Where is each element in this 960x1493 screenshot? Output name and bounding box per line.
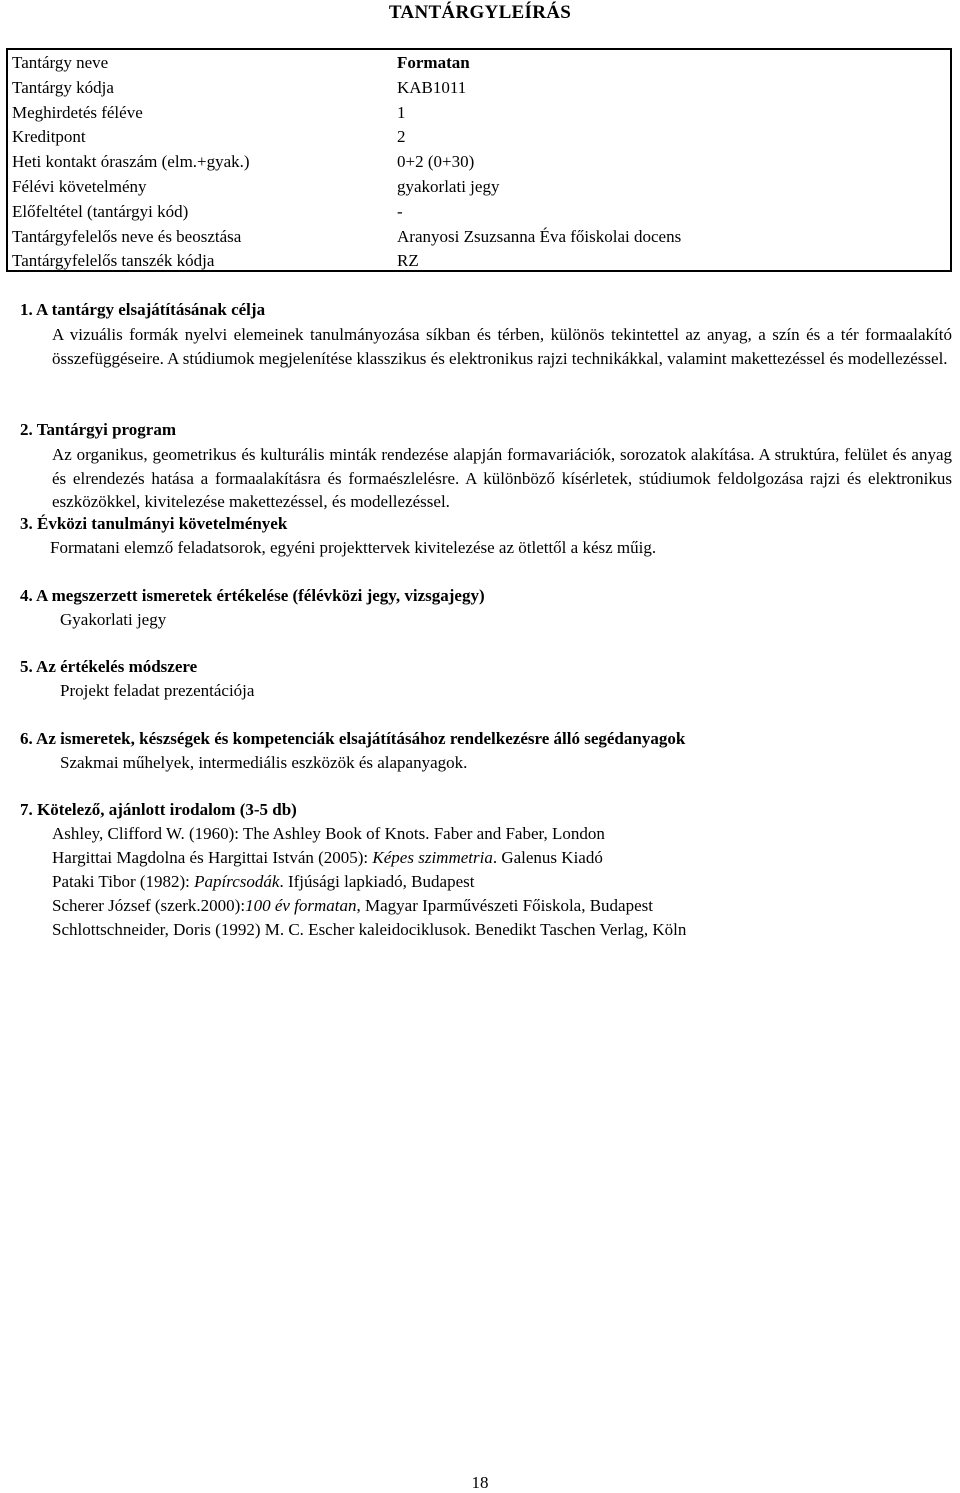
section-heading: 1. A tantárgy elsajátításának célja [20, 300, 266, 319]
section-heading: 4. A megszerzett ismeretek értékelése (félévközi jegy, vizsgajegy) [20, 586, 485, 605]
info-label: Félévi követelmény [12, 177, 147, 196]
section-text: Projekt feladat prezentációja [60, 681, 255, 700]
info-label: Kreditpont [12, 127, 86, 146]
info-value: 2 [397, 127, 406, 146]
document-title: TANTÁRGYLEÍRÁS [388, 2, 572, 23]
reference-item: Schlottschneider, Doris (1992) M. C. Escher kaleidociklusok. Benedikt Taschen Verlag, Köln [52, 920, 687, 939]
info-value: gyakorlati jegy [397, 177, 500, 196]
info-label: Tantárgy neve [12, 53, 109, 72]
info-label: Meghirdetés féléve [12, 103, 143, 122]
info-value: 0+2 (0+30) [397, 152, 475, 171]
info-value: 1 [397, 103, 406, 122]
info-value: KAB1011 [397, 78, 467, 97]
info-value: Aranyosi Zsuzsanna Éva főiskolai docens [397, 227, 682, 246]
info-value: RZ [397, 251, 419, 270]
page-number: 18 [471, 1473, 489, 1492]
section-heading: 7. Kötelező, ajánlott irodalom (3-5 db) [20, 800, 297, 819]
info-label: Tantárgyfelelős tanszék kódja [12, 251, 215, 270]
reference-item: Hargittai Magdolna és Hargittai István (2005): Képes szimmetria. Galenus Kiadó [52, 848, 603, 867]
section-heading: 6. Az ismeretek, készségek és kompetenciák elsajátításához rendelkezésre álló segédanyagok [20, 729, 686, 748]
section-text: Szakmai műhelyek, intermediális eszközök és alapanyagok. [60, 753, 468, 772]
section-heading: 5. Az értékelés módszere [20, 657, 198, 676]
info-label: Tantárgy kódja [12, 78, 114, 97]
section-text: Az organikus, geometrikus és kulturális minták rendezése alapján formavariációk, sorozatok alakítása. A struktúra, felület és anyag és elrendezés hatása a formaalakításra és formaészlelésre. A különböző kísérletek, stúdiumok feldolgozása rajzi és elektronikus eszközökkel, kivitelezése makettezéssel, és modellezéssel. [52, 445, 952, 511]
course-info-table [6, 48, 952, 272]
reference-item: Pataki Tibor (1982): Papírcsodák. Ifjúsági lapkiadó, Budapest [52, 872, 475, 891]
section-heading: 3. Évközi tanulmányi követelmények [20, 514, 288, 533]
section-text: A vizuális formák nyelvi elemeinek tanulmányozása síkban és térben, különös tekintettel az anyag, a szín és a tér formaalakító összefüggéseire. A stúdiumok megjelenítése klasszikus és elektronikus rajzi technikákkal, valamint makettezéssel és modellezéssel. [52, 325, 952, 368]
section-text: Gyakorlati jegy [60, 610, 167, 629]
info-value: Formatan [397, 53, 470, 72]
info-value: - [397, 202, 403, 221]
info-label: Tantárgyfelelős neve és beosztása [12, 227, 242, 246]
section-text: Formatani elemző feladatsorok, egyéni projekttervek kivitelezése az ötlettől a kész műig. [50, 538, 657, 557]
info-label: Előfeltétel (tantárgyi kód) [12, 202, 189, 221]
info-label: Heti kontakt óraszám (elm.+gyak.) [12, 152, 250, 171]
reference-item: Ashley, Clifford W. (1960): The Ashley Book of Knots. Faber and Faber, London [52, 824, 605, 843]
section-heading: 2. Tantárgyi program [20, 420, 177, 439]
reference-item: Scherer József (szerk.2000):100 év formatan, Magyar Iparművészeti Főiskola, Budapest [52, 896, 653, 915]
